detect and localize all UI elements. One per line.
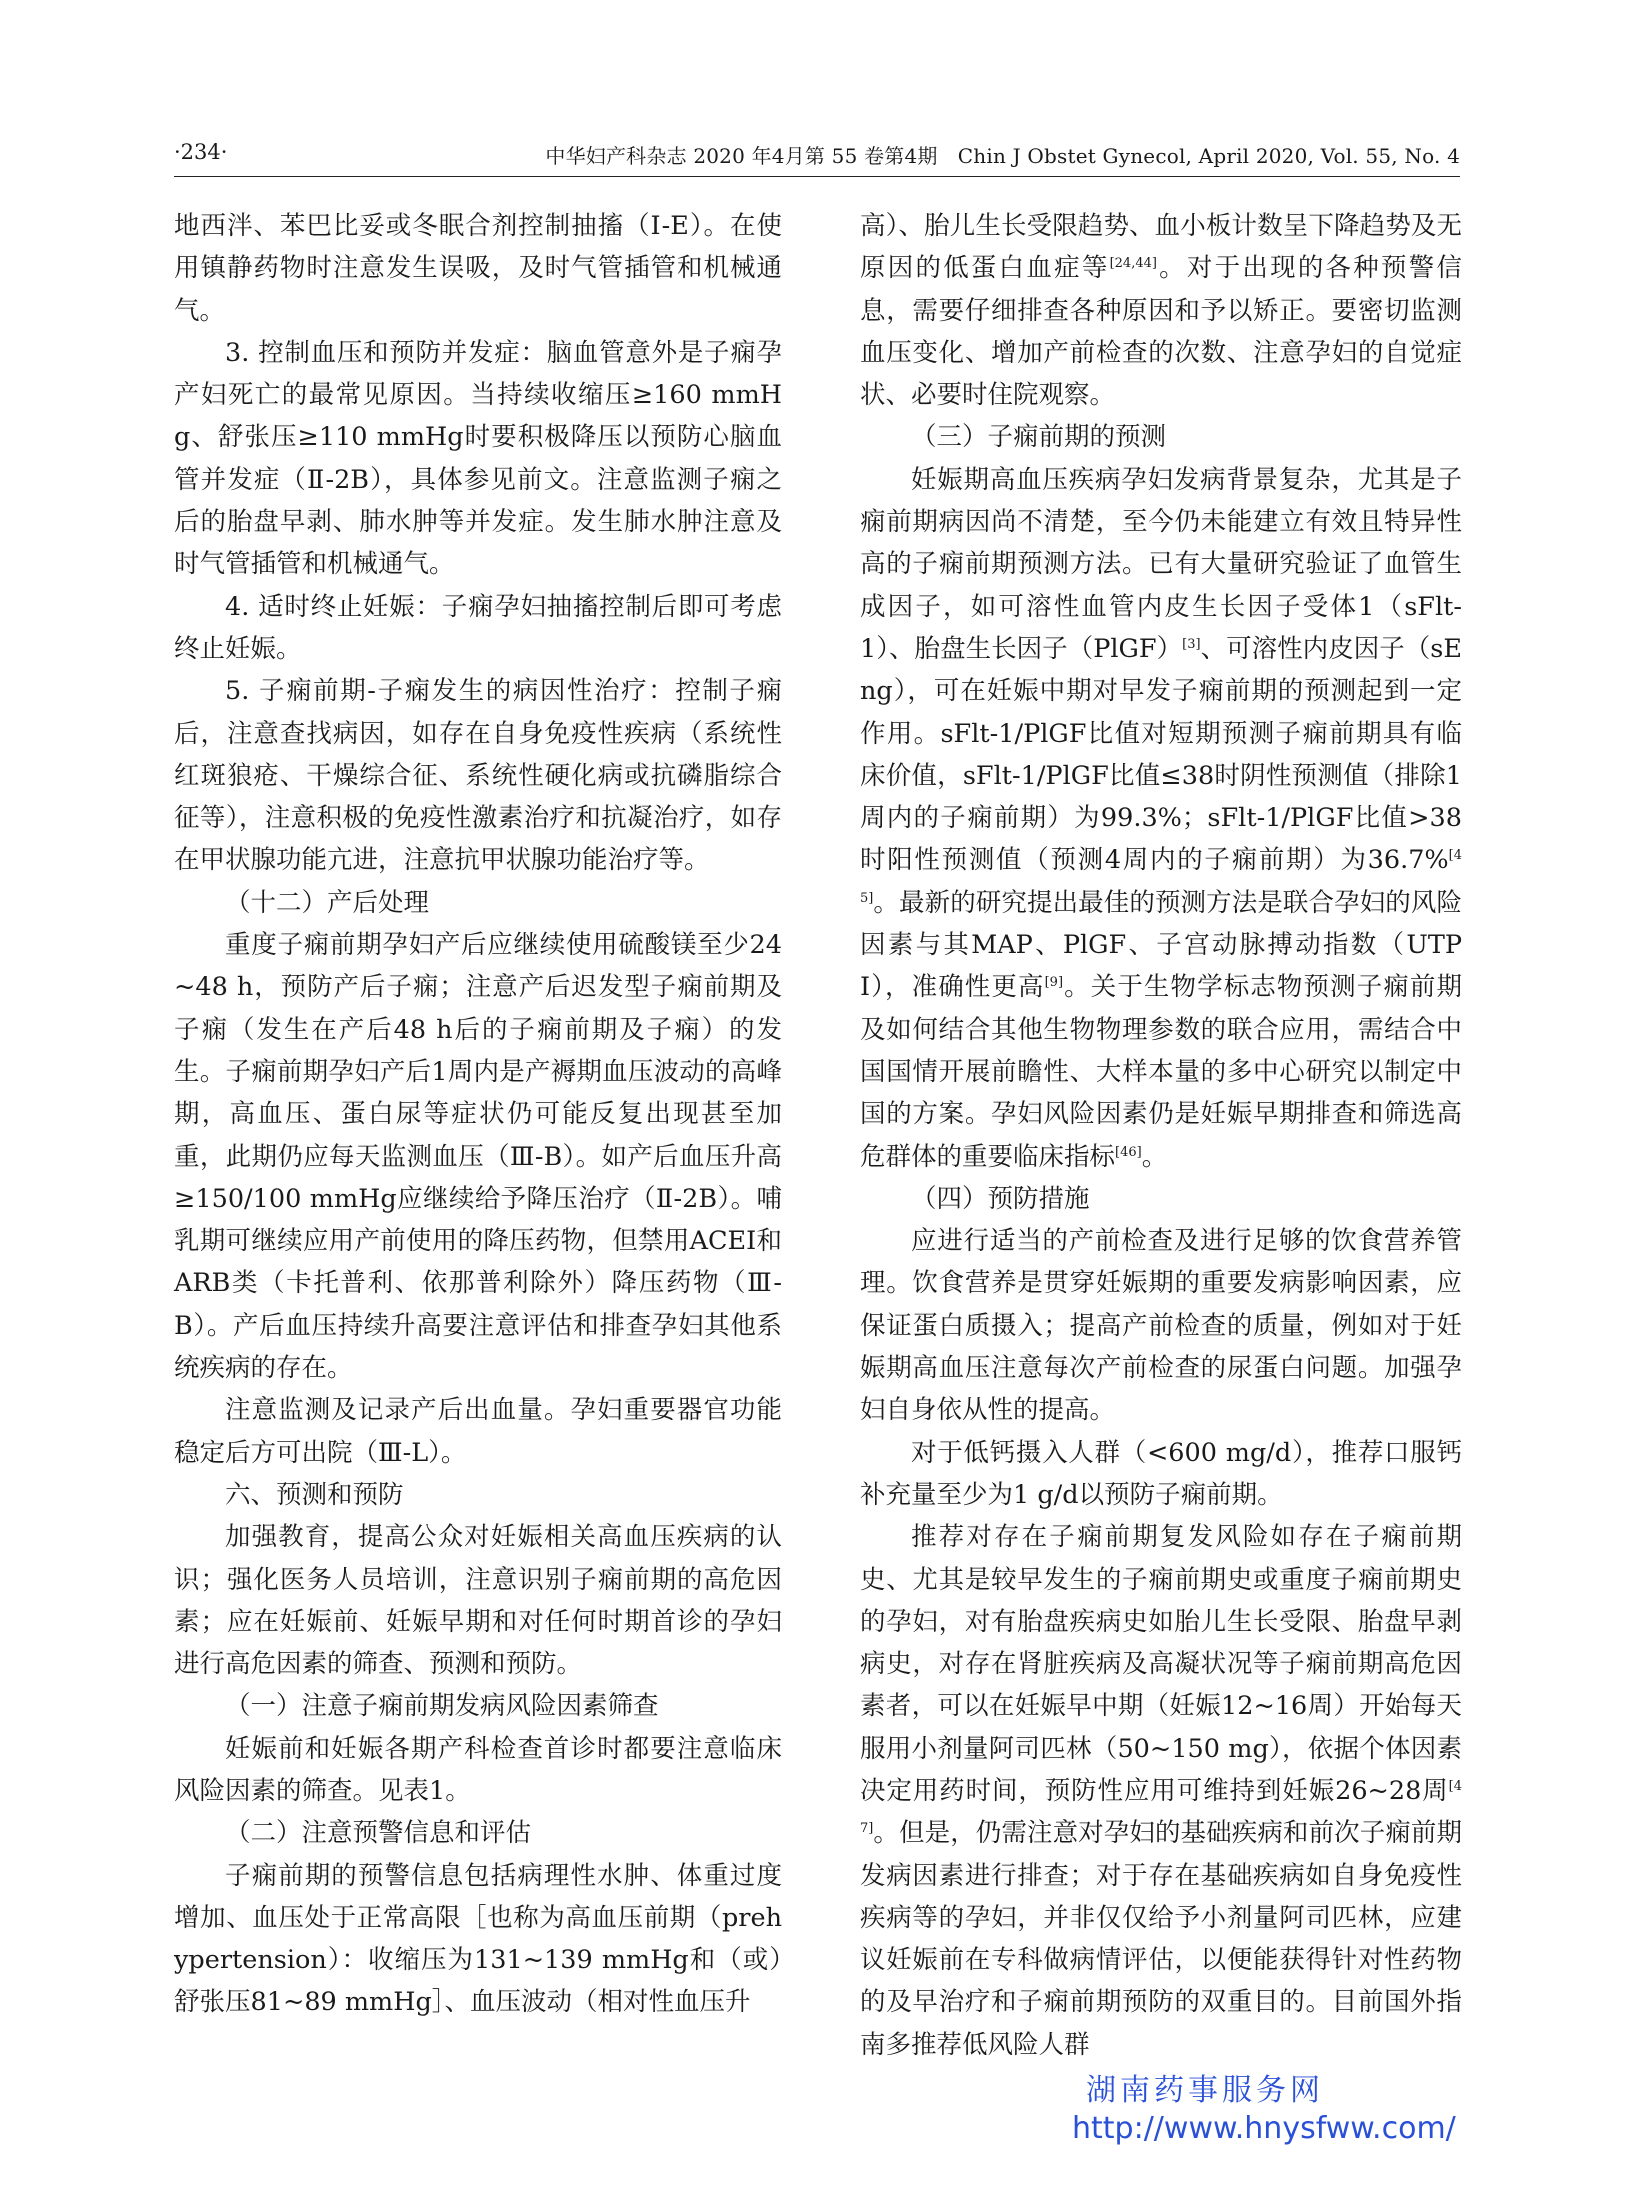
watermark-site-name: 湖南药事服务网 (1086, 2073, 1324, 2108)
paragraph: 重度子痫前期孕妇产后应继续使用硫酸镁至少24~48 h，预防产后子痫；注意产后迟发型子痫前期及子痫（发生在产后48 h后的子痫前期及子痫）的发生。子痫前期孕妇产后1周内是产褥期血压波动的高峰期，高血压、蛋白尿等症状仍可能反复出现甚至加重，此期仍应每天监测血压（Ⅲ-B）。如产后血压升高≥150/100 mmHg应继续给予降压治疗（Ⅱ-2B）。哺乳期可继续应用产前使用的降压药物，但禁用ACEI和ARB类（卡托普利、依那普利除外）降压药物（Ⅲ-B）。产后血压持续升高要注意评估和排查孕妇其他系统疾病的存在。 (174, 930, 782, 1384)
left-column (174, 205, 782, 2024)
paragraph: 地西泮、苯巴比妥或冬眠合剂控制抽搐（Ⅰ-E）。在使用镇静药物时注意发生误吸，及时气管插管和机械通气。 (174, 211, 782, 326)
citation-ref: [24,44] (1109, 256, 1157, 272)
citation-ref: [45] (860, 848, 1462, 906)
text-run: 。最新的研究提出最佳的预测方法是联合孕妇的风险因素与其MAP、PlGF、子宫动脉搏动指数（UTPI），准确性更高 (860, 887, 1462, 1003)
text-run: 、可溶性内皮因子（sEng），可在妊娠中期对早发子痫前期的预测起到一定作用。sFlt-1/PlGF比值对短期预测子痫前期具有临床价值，sFlt-1/PlGF比值≤38时阴性预测值（排除1周内的子痫前期）为99.3%；sFlt-1/PlGF比值>38时阳性预测值（预测4周内的子痫前期）为36.7% (860, 633, 1462, 876)
text-run: 。关于生物学标志物预测子痫前期及如何结合其他生物物理参数的联合应用，需结合中国国情开展前瞻性、大样本量的多中心研究以制定中国的方案。孕妇风险因素仍是妊娠早期排查和筛选高危群体的重要临床指标 (860, 972, 1462, 1172)
section-heading: （三）子痫前期的预测 (911, 422, 1167, 453)
text-run: 高）、胎儿生长受限趋势、血小板计数呈下降趋势及无原因的低蛋白血症等 (860, 211, 1462, 284)
paragraph: 应进行适当的产前检查及进行足够的饮食营养管理。饮食营养是贯穿妊娠期的重要发病影响因素，应保证蛋白质摄入；提高产前检查的质量，例如对于妊娠期高血压注意每次产前检查的尿蛋白问题。加强孕妇自身依从性的提高。 (860, 1226, 1462, 1426)
right-column (860, 205, 1462, 2066)
site-watermark (1072, 2072, 1492, 2148)
citation-ref: [47] (860, 1778, 1462, 1837)
section-heading: （四）预防措施 (911, 1183, 1090, 1214)
text-run: 推荐对存在子痫前期复发风险如存在子痫前期史、尤其是较早发生的子痫前期史或重度子痫前期史的孕妇，对有胎盘疾病史如胎儿生长受限、胎盘早剥病史，对存在肾脏疾病及高凝状况等子痫前期高危因素者，可以在妊娠早中期（妊娠12~16周）开始每天服用小剂量阿司匹林（50~150 mg），依据个体因素决定用药时间，预防性应用可维持到妊娠26~28周 (860, 1522, 1462, 1806)
section-heading: 六、预测和预防 (225, 1479, 404, 1510)
journal-citation: 中华妇产科杂志 2020 年4月第 55 卷第4期 Chin J Obstet Gynecol, April 2020, Vol. 55, No. 4 (545, 144, 1460, 168)
paragraph: 3. 控制血压和预防并发症：脑血管意外是子痫孕产妇死亡的最常见原因。当持续收缩压≥160 mmHg、舒张压≥110 mmHg时要积极降压以预防心脑血管并发症（Ⅱ-2B），具体参见前文。注意监测子痫之后的胎盘早剥、肺水肿等并发症。发生肺水肿注意及时气管插管和机械通气。 (174, 337, 782, 580)
section-heading: （十二）产后处理 (225, 887, 430, 918)
citation-ref: [9] (1044, 975, 1064, 991)
paragraph (860, 459, 1462, 1178)
paragraph: 注意监测及记录产后出血量。孕妇重要器官功能稳定后方可出院（Ⅲ-L）。 (174, 1395, 782, 1468)
text-run: 妊娠期高血压疾病孕妇发病背景复杂，尤其是子痫前期病因尚不清楚，至今仍未能建立有效且特异性高的子痫前期预测方法。已有大量研究验证了血管生成因子，如可溶性血管内皮生长因子受体1（sFlt-1）、胎盘生长因子（PlGF） (860, 464, 1462, 664)
paragraph (860, 1516, 1462, 2066)
paragraph: 对于低钙摄入人群（<600 mg/d），推荐口服钙补充量至少为1 g/d以预防子痫前期。 (860, 1437, 1462, 1510)
paragraph (860, 205, 1462, 416)
citation-ref: [3] (1182, 636, 1201, 652)
paragraph: 妊娠前和妊娠各期产科检查首诊时都要注意临床风险因素的筛查。见表1。 (174, 1733, 782, 1806)
text-run: 。对于出现的各种预警信息，需要仔细排查各种原因和予以矫正。要密切监测血压变化、增加产前检查的次数、注意孕妇的自觉症状、必要时住院观察。 (860, 253, 1462, 411)
watermark-url[interactable]: http://www.hnysfww.com/ (1072, 2111, 1456, 2146)
citation-ref: [46] (1115, 1144, 1142, 1160)
section-heading: （二）注意预警信息和评估 (225, 1818, 532, 1849)
running-header (174, 138, 1460, 177)
text-run: 。但是，仍需注意对孕妇的基础疾病和前次子痫前期发病因素进行排查；对于存在基础疾病如自身免疫性疾病等的孕妇，并非仅仅给予小剂量阿司匹林，应建议妊娠前在专科做病情评估，以便能获得针对性药物的及早治疗和子痫前期预防的双重目的。目前国外指南多推荐低风险人群 (860, 1818, 1462, 2060)
paragraph: 5. 子痫前期-子痫发生的病因性治疗：控制子痫后，注意查找病因，如存在自身免疫性疾病（系统性红斑狼疮、干燥综合征、系统性硬化病或抗磷脂综合征等），注意积极的免疫性激素治疗和抗凝治疗，如存在甲状腺功能亢进，注意抗甲状腺功能治疗等。 (174, 676, 782, 876)
text-run: 。 (1141, 1141, 1168, 1172)
paragraph: 子痫前期的预警信息包括病理性水肿、体重过度增加、血压处于正常高限［也称为高血压前期（prehypertension）：收缩压为131~139 mmHg和（或）舒张压81~89 mmHg］、血压波动（相对性血压升 (174, 1860, 782, 2018)
page-number: ·234· (174, 140, 228, 164)
paragraph: 4. 适时终止妊娠：子痫孕妇抽搐控制后即可考虑终止妊娠。 (174, 591, 782, 664)
paragraph: 加强教育，提高公众对妊娠相关高血压疾病的认识；强化医务人员培训，注意识别子痫前期的高危因素；应在妊娠前、妊娠早期和对任何时期首诊的孕妇进行高危因素的筛查、预测和预防。 (174, 1522, 782, 1680)
section-heading: （一）注意子痫前期发病风险因素筛查 (225, 1691, 659, 1722)
